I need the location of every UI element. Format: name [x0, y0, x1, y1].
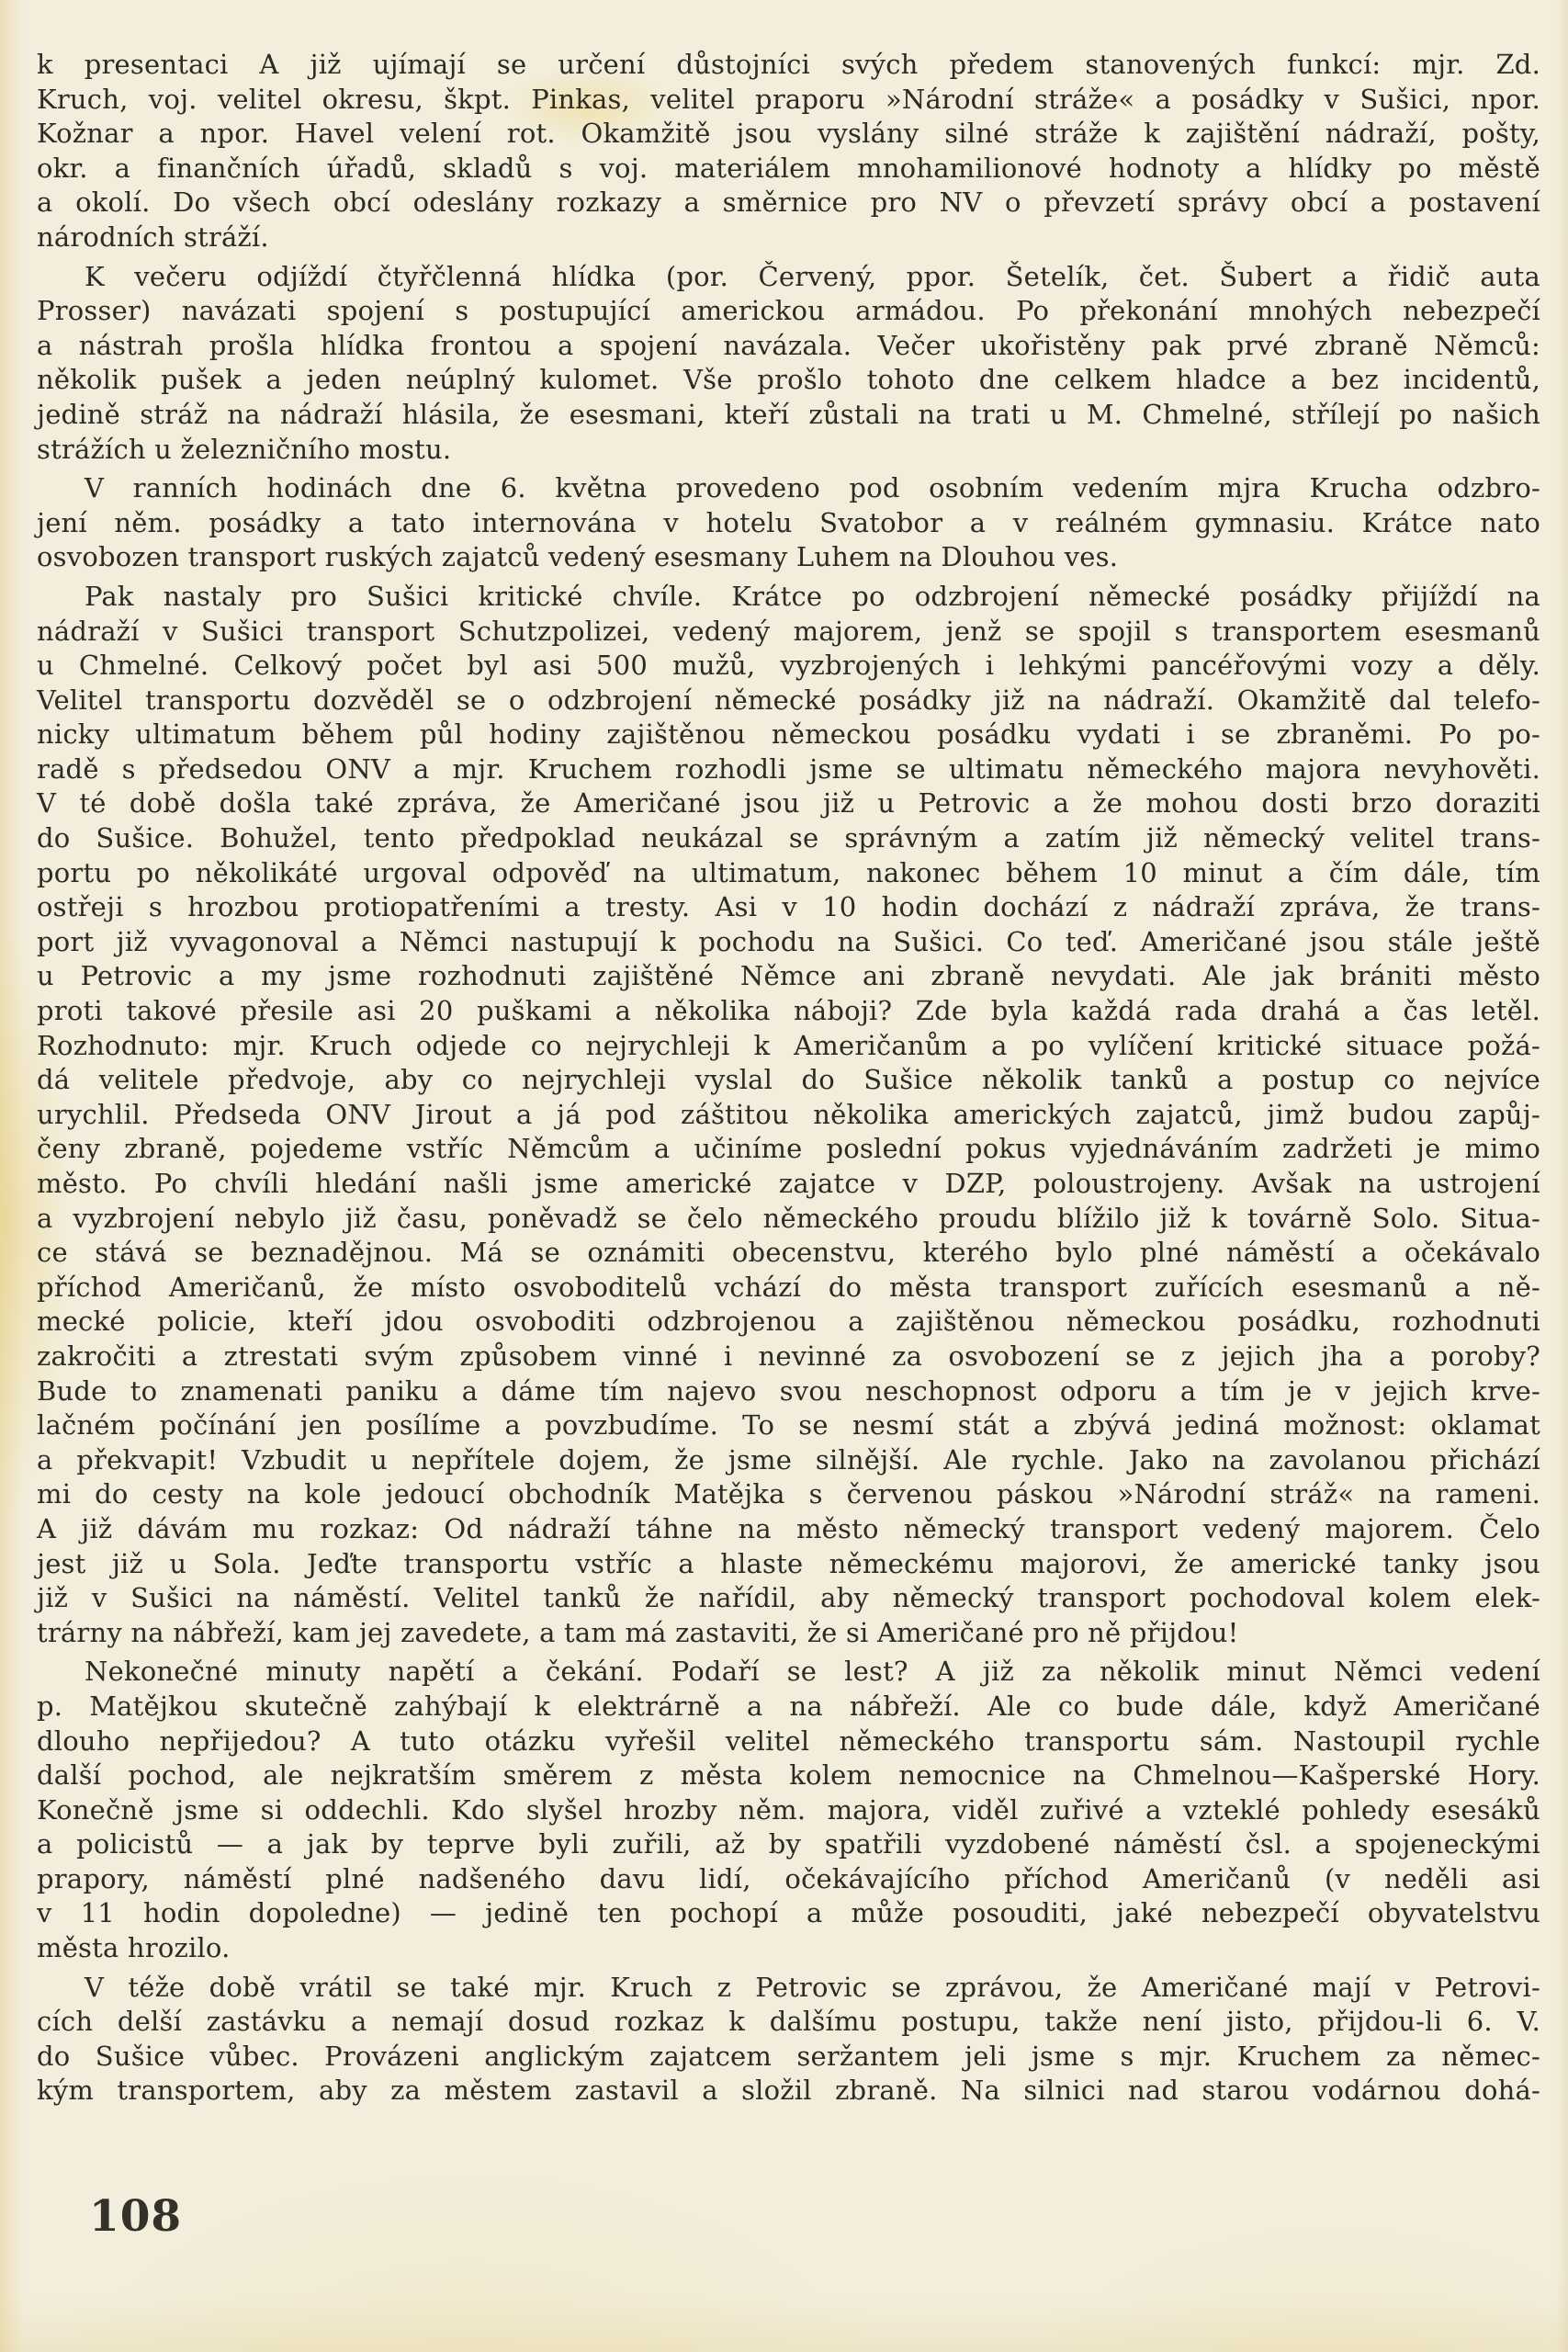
text-line: u Chmelné. Celkový počet byl asi 500 mužů, vyzbrojených i lehkými pancéřovými vozy a děly.: [37, 650, 1540, 682]
text-line: Bude to znamenati paniku a dáme tím najevo svou neschopnost odporu a tím je v jejich krve-: [37, 1374, 1540, 1407]
text-line: nicky ultimatum během půl hodiny zajištěnou německou posádku vydati i se zbraněmi. Po po-: [37, 718, 1540, 751]
text-line: A již dávám mu rozkaz: Od nádraží táhne na město německý transport vedený majorem. Čelo: [37, 1512, 1540, 1544]
page-number: 108: [89, 2191, 183, 2242]
text-line: port již vyvagonoval a Němci nastupují k pochodu na Sušici. Co teď. Američané jsou stále ještě: [37, 925, 1540, 957]
text-line: lačném počínání jen posílíme a povzbudíme. To se nesmí stát a zbývá jediná možnost: oklamat: [37, 1409, 1540, 1442]
text-line: čeny zbraně, pojedeme vstříc Němcům a učiníme poslední pokus vyjednáváním zadržeti je mimo: [37, 1133, 1540, 1165]
text-line: kým transportem, aby za městem zastavil a složil zbraně. Na silnici nad starou vodárnou dohá-: [37, 2075, 1540, 2107]
text-line: Prosser) navázati spojení s postupující americkou armádou. Po překonání mnohých nebezpečí: [37, 295, 1540, 327]
text-line: radě s předsedou ONV a mjr. Kruchem rozhodli jsme se ultimatu německého majora nevyhověti.: [37, 752, 1540, 785]
text-line: a policistů — a jak by teprve byli zuřili, až by spatřili vyzdobené náměstí čsl. a spojeneckými: [37, 1828, 1540, 1860]
text-line: dá velitele předvoje, aby co nejrychleji vyslal do Sušice několik tanků a postup co nejvíce: [37, 1064, 1540, 1096]
text-line: jedině stráž na nádraží hlásila, že esesmani, kteří zůstali na trati u M. Chmelné, střílejí po našich: [37, 398, 1540, 430]
text-line: do Sušice. Bohužel, tento předpoklad neukázal se správným a zatím již německý velitel trans-: [37, 822, 1540, 854]
text-line: do Sušice vůbec. Provázeni anglickým zajatcem seržantem jeli jsme s mjr. Kruchem za němec-: [37, 2040, 1540, 2072]
text-line: p. Matějkou skutečně zahýbají k elektrárně a na nábřeží. Ale co bude dále, když Američané: [37, 1690, 1540, 1722]
text-line: národních stráží.: [37, 220, 269, 253]
text-line: a okolí. Do všech obcí odeslány rozkazy a směrnice pro NV o převzetí správy obcí a postavení: [37, 187, 1540, 219]
text-line: Kruch, voj. velitel okresu, škpt. Pinkas, velitel praporu »Národní stráže« a posádky v Sušici, npor.: [37, 83, 1540, 115]
text-line: dlouho nepřijedou? A tuto otázku vyřešil velitel německého transportu sám. Nastoupil rychle: [37, 1724, 1540, 1757]
text-line: urychlil. Předseda ONV Jirout a já pod záštitou několika amerických zajatců, jimž budou zapůj-: [37, 1098, 1540, 1130]
text-line: prapory, náměstí plné nadšeného davu lidí, očekávajícího příchod Američanů (v neděli asi: [37, 1862, 1540, 1894]
text-line: Nekonečné minuty napětí a čekání. Podaří se lest? A již za několik minut Němci vedení: [85, 1656, 1540, 1688]
text-line: okr. a finančních úřadů, skladů s voj. materiálem mnohamilionové hodnoty a hlídky po městě: [37, 152, 1540, 184]
text-line: příchod Američanů, že místo osvoboditelů vchází do města transport zuřících esesmanů a ně-: [37, 1271, 1540, 1303]
text-line: mi do cesty na kole jedoucí obchodník Matějka s červenou páskou »Národní stráž« na rameni.: [37, 1478, 1540, 1510]
text-line: jení něm. posádky a tato internována v hotelu Svatobor a v reálném gymnasiu. Krátce nato: [37, 506, 1540, 538]
text-line: trárny na nábřeží, kam jej zavedete, a tam má zastaviti, že si Američané pro ně přijdou!: [37, 1616, 1239, 1648]
text-line: V ranních hodinách dne 6. května provedeno pod osobním vedením mjra Krucha odzbro-: [85, 472, 1540, 504]
text-block: [37, 48, 1540, 2109]
text-line: cích delší zastávku a nemají dosud rozkaz k dalšímu postupu, takže není jisto, přijdou-li 6. V.: [37, 2006, 1540, 2038]
text-line: K večeru odjíždí čtyřčlenná hlídka (por. Červený, ppor. Šetelík, čet. Šubert a řidič auta: [85, 260, 1540, 292]
paragraph: [37, 1655, 1540, 1965]
paragraph: [37, 260, 1540, 468]
text-line: a nástrah prošla hlídka frontou a spojení navázala. Večer ukořistěny pak prvé zbraně Němců:: [37, 329, 1540, 361]
text-line: portu po několikáté urgoval odpověď na ultimatum, nakonec během 10 minut a čím dále, tím: [37, 856, 1540, 888]
text-line: proti takové přesile asi 20 puškami a několika náboji? Zde byla každá rada drahá a čas letěl.: [37, 995, 1540, 1027]
text-line: V té době došla také zpráva, že Američané jsou již u Petrovic a že mohou dosti brzo doraziti: [37, 787, 1540, 820]
text-line: Pak nastaly pro Sušici kritické chvíle. Krátce po odzbrojení německé posádky přijíždí na: [85, 580, 1540, 612]
text-line: a překvapit! Vzbudit u nepřítele dojem, že jsme silnější. Ale rychle. Jako na zavolanou přichází: [37, 1443, 1540, 1476]
text-line: osvobozen transport ruských zajatců vedený esesmany Luhem na Dlouhou ves.: [37, 541, 1119, 573]
text-line: města hrozilo.: [37, 1932, 231, 1964]
text-line: další pochod, ale nejkratším směrem z města kolem nemocnice na Chmelnou—Kašperské Hory.: [37, 1759, 1540, 1792]
text-line: jest již u Sola. Jeďte transportu vstříc a hlaste německému majorovi, že americké tanky jsou: [37, 1547, 1540, 1579]
text-line: v 11 hodin dopoledne) — jedině ten pochopí a může posouditi, jaké nebezpečí obyvatelstvu: [37, 1897, 1540, 1929]
text-line: nádraží v Sušici transport Schutzpolizei, vedený majorem, jenž se spojil s transportem esesmanů: [37, 615, 1540, 647]
text-line: zakročiti a ztrestati svým způsobem vinné i nevinné za osvobození se z jejich jha a poroby?: [37, 1340, 1540, 1372]
text-line: Konečně jsme si oddechli. Kdo slyšel hrozby něm. majora, viděl zuřivé a vzteklé pohledy esesáků: [37, 1793, 1540, 1826]
text-line: několik pušek a jeden neúplný kulomet. Vše prošlo tohoto dne celkem hladce a bez incidentů,: [37, 364, 1540, 396]
paragraph: [37, 48, 1540, 255]
text-line: a vyzbrojení nebylo již času, poněvadž se čelo německého proudu blížilo již k továrně Solo. Situa-: [37, 1202, 1540, 1234]
paragraph: [37, 471, 1540, 575]
text-line: město. Po chvíli hledání našli jsme americké zajatce v DZP, poloustrojeny. Avšak na ustrojení: [37, 1168, 1540, 1199]
text-line: Rozhodnuto: mjr. Kruch odjede co nejrychleji k Američanům a po vylíčení kritické situace požá-: [37, 1029, 1540, 1061]
text-line: V téže době vrátil se také mjr. Kruch z Petrovic se zprávou, že Američané mají v Petrovi-: [85, 1971, 1540, 2003]
text-line: strážích u železničního mostu.: [37, 433, 452, 465]
paragraph: [37, 580, 1540, 1650]
text-line: Velitel transportu dozvěděl se o odzbrojení německé posádky již na nádraží. Okamžitě dal telefo-: [37, 684, 1540, 716]
text-line: Kožnar a npor. Havel velení rot. Okamžitě jsou vyslány silné stráže k zajištění nádraží, pošty,: [37, 118, 1540, 150]
text-line: ostřeji s hrozbou protiopatřeními a tresty. Asi v 10 hodin dochází z nádraží zpráva, že trans-: [37, 891, 1540, 923]
text-line: u Petrovic a my jsme rozhodnuti zajištěné Němce ani zbraně nevydati. Ale jak brániti město: [37, 960, 1540, 992]
text-line: již v Sušici na náměstí. Velitel tanků že nařídil, aby německý transport pochodoval kolem elek-: [37, 1582, 1540, 1614]
paragraph: [37, 1971, 1540, 2109]
text-line: k presentaci A již ujímají se určení důstojníci svých předem stanovených funkcí: mjr. Zd.: [37, 49, 1540, 80]
text-line: mecké policie, kteří jdou osvoboditi odzbrojenou a zajištěnou německou posádku, rozhodnuti: [37, 1306, 1540, 1338]
text-line: ce stává se beznadějnou. Má se oznámiti obecenstvu, kterého bylo plné náměstí a očekávalo: [37, 1237, 1540, 1269]
